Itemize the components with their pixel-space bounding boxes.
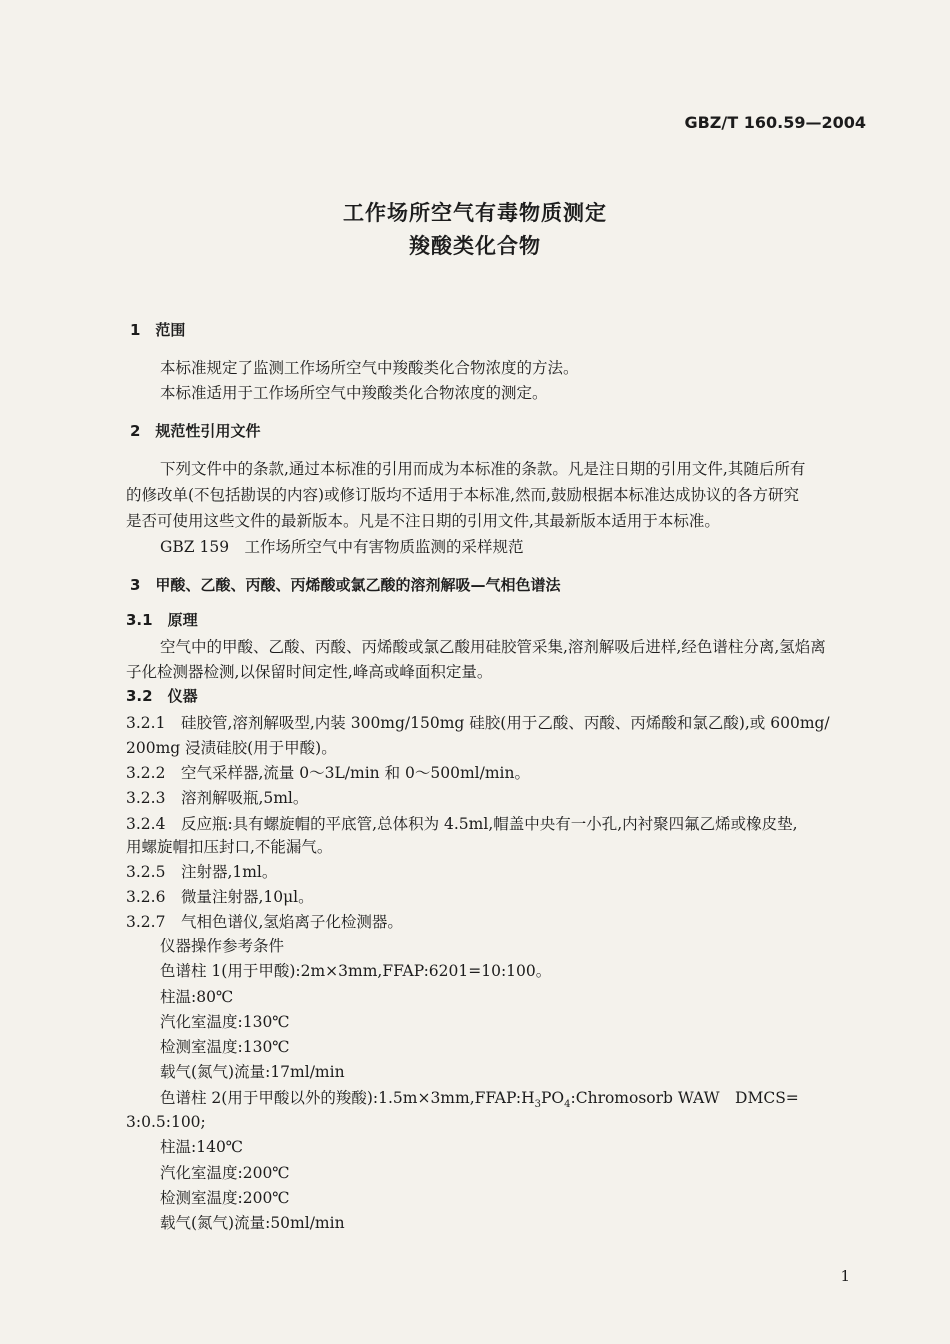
column-2-spec-suffix: :Chromosorb WAW DMCS= — [570, 1089, 799, 1107]
column-2-spec-line-1 — [160, 1087, 799, 1116]
s2-reference: GBZ 159 工作场所空气中有害物质监测的采样规范 — [160, 538, 524, 556]
column-2-spec-line-2: 3:0.5:100; — [126, 1113, 206, 1131]
column-1-detector-temperature: 检测室温度:130℃ — [160, 1038, 290, 1056]
section-3-2-heading: 3.2 仪器 — [126, 687, 198, 705]
column-2-carrier-gas: 载气(氮气)流量:50ml/min — [160, 1214, 345, 1232]
section-3-heading: 3 甲酸、乙酸、丙酸、丙烯酸或氯乙酸的溶剂解吸—气相色谱法 — [130, 576, 561, 594]
item-3-2-1-line-2: 200mg 浸渍硅胶(用于甲酸)。 — [126, 739, 337, 757]
item-3-2-3: 3.2.3 溶剂解吸瓶,5ml。 — [126, 789, 309, 807]
conditions-heading: 仪器操作参考条件 — [160, 937, 285, 955]
item-3-2-1-line-1: 3.2.1 硅胶管,溶剂解吸型,内装 300mg/150mg 硅胶(用于乙酸、丙酸、丙烯酸和氯乙酸),或 600mg/ — [126, 714, 830, 732]
item-3-2-5: 3.2.5 注射器,1ml。 — [126, 863, 278, 881]
s2-paragraph-line-2: 的修改单(不包括勘误的内容)或修订版均不适用于本标准,然而,鼓励根据本标准达成协议的各方研究 — [126, 486, 799, 504]
h3-subscript: 3 — [534, 1099, 541, 1111]
section-1-heading: 1 范围 — [130, 321, 186, 339]
column-1-spec: 色谱柱 1(用于甲酸):2m×3mm,FFAP:6201=10:100。 — [160, 962, 552, 980]
item-3-2-4-line-2: 用螺旋帽扣压封口,不能漏气。 — [126, 838, 333, 856]
column-2-vaporizer-temperature: 汽化室温度:200℃ — [160, 1164, 290, 1182]
page-number: 1 — [840, 1267, 850, 1285]
s1-paragraph-1: 本标准规定了监测工作场所空气中羧酸类化合物浓度的方法。 — [160, 359, 579, 377]
item-3-2-7: 3.2.7 气相色谱仪,氢焰离子化检测器。 — [126, 913, 403, 931]
document-title: 工作场所空气有毒物质测定 — [343, 201, 607, 225]
s31-paragraph-line-2: 子化检测器检测,以保留时间定性,峰高或峰面积定量。 — [126, 663, 493, 681]
item-3-2-4-line-1: 3.2.4 反应瓶:具有螺旋帽的平底管,总体积为 4.5ml,帽盖中央有一小孔,内衬聚四氟乙烯或橡皮垫, — [126, 815, 798, 833]
column-1-vaporizer-temperature: 汽化室温度:130℃ — [160, 1013, 290, 1031]
section-3-1-heading: 3.1 原理 — [126, 611, 198, 629]
item-3-2-2: 3.2.2 空气采样器,流量 0～3L/min 和 0～500ml/min。 — [126, 764, 530, 782]
section-2-heading: 2 规范性引用文件 — [130, 422, 261, 440]
s1-paragraph-2: 本标准适用于工作场所空气中羧酸类化合物浓度的测定。 — [160, 384, 548, 402]
item-3-2-6: 3.2.6 微量注射器,10μl。 — [126, 888, 314, 906]
document-subtitle: 羧酸类化合物 — [409, 234, 541, 258]
column-2-temperature: 柱温:140℃ — [160, 1138, 244, 1156]
s2-paragraph-line-1: 下列文件中的条款,通过本标准的引用而成为本标准的条款。凡是注日期的引用文件,其随后所有 — [160, 460, 806, 478]
s31-paragraph-line-1: 空气中的甲酸、乙酸、丙酸、丙烯酸或氯乙酸用硅胶管采集,溶剂解吸后进样,经色谱柱分离,氢焰离 — [160, 638, 826, 656]
standard-code: GBZ/T 160.59—2004 — [684, 113, 866, 132]
po-text: PO — [540, 1089, 565, 1107]
column-2-detector-temperature: 检测室温度:200℃ — [160, 1189, 290, 1207]
column-2-spec-prefix: 色谱柱 2(用于甲酸以外的羧酸):1.5m×3mm,FFAP:H — [160, 1089, 535, 1107]
po4-subscript: 4 — [564, 1099, 571, 1111]
column-1-carrier-gas: 载气(氮气)流量:17ml/min — [160, 1063, 345, 1081]
s2-paragraph-line-3: 是否可使用这些文件的最新版本。凡是不注日期的引用文件,其最新版本适用于本标准。 — [126, 512, 720, 530]
column-1-temperature: 柱温:80℃ — [160, 988, 234, 1006]
